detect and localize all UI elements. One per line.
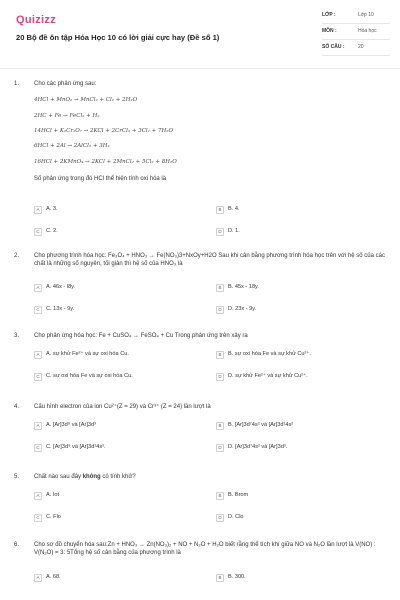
option-d[interactable] <box>216 226 376 238</box>
option-b[interactable] <box>216 490 376 502</box>
question-body <box>34 252 390 268</box>
option-b[interactable] <box>216 572 376 584</box>
option-letter: A <box>34 351 42 359</box>
question-6 <box>14 541 390 597</box>
question-number: 2. <box>14 253 20 259</box>
option-text: A. [Ar]3d⁹ và [Ar]3d³ <box>46 422 96 429</box>
equation: 4HCl + MnO₂ → MnCl₂ + Cl₂ + 2H₂O <box>34 97 138 104</box>
option-letter: B <box>216 206 224 214</box>
header-divider <box>0 68 400 69</box>
option-c[interactable] <box>34 371 194 383</box>
option-text: C. sự oxi hóa Fe và sự oxi hóa Cu. <box>46 373 133 380</box>
option-letter: C <box>34 444 42 452</box>
option-text: D. Clo <box>228 514 244 521</box>
page-header <box>0 0 400 70</box>
quizizz-logo: Quizizz <box>16 14 56 26</box>
option-a[interactable] <box>34 420 194 432</box>
option-d[interactable] <box>216 512 376 524</box>
question-text: Cho phương trình hóa học: Fe₃O₄ + HNO₃ → Fe(NO₃)3+NxOy+H2O Sau khi cân bằng phương trình hóa học trên với hệ số của các chất là những số nguyên, tối giản thì hệ số của HNO₃ là <box>34 253 385 268</box>
option-c[interactable] <box>34 442 194 454</box>
option-text: B. 4. <box>228 206 240 213</box>
question-text-emphasis: không <box>82 474 101 480</box>
option-text: C. 2. <box>46 228 58 235</box>
option-d[interactable] <box>216 371 376 383</box>
option-letter: C <box>34 514 42 522</box>
equation: 14HCl + K₂Cr₂O₇ → 2KCl + 2CrCl₃ + 3Cl₂ + 7H₂O <box>34 127 173 134</box>
option-d[interactable] <box>216 304 376 316</box>
option-letter: A <box>34 422 42 430</box>
meta-key: MÔN : <box>322 28 337 35</box>
option-d[interactable] <box>216 442 376 454</box>
meta-panel <box>322 8 390 56</box>
option-c[interactable] <box>34 512 194 524</box>
question-number: 5. <box>14 474 20 480</box>
meta-key: SỐ CÂU : <box>322 44 345 51</box>
option-text: B. sự oxi hóa Fe và sự khử Cu²⁺. <box>228 351 311 358</box>
option-text: D. 1. <box>228 228 240 235</box>
option-text: A. 68. <box>46 574 61 581</box>
option-letter: B <box>216 351 224 359</box>
question-number: 4. <box>14 404 20 410</box>
question-text: Cho phản ứng hóa học: Fe + CuSO₄ → FeSO₄ + Cu Trong phản ứng trên xảy ra <box>34 333 248 339</box>
option-a[interactable] <box>34 572 194 584</box>
meta-row-count <box>322 40 390 56</box>
option-c[interactable] <box>34 304 194 316</box>
option-b[interactable] <box>216 282 376 294</box>
option-letter: A <box>34 574 42 582</box>
equation: 16HCl + 2KMnO₄ → 2KCl + 2MnCl₂ + 5Cl₂ + 8H₂O <box>34 158 177 165</box>
option-letter: C <box>34 306 42 314</box>
question-1 <box>14 80 390 240</box>
meta-value: Lớp 10 <box>358 12 374 19</box>
question-text: Số phản ứng trong đó HCl thể hiện tính oxi hóa là <box>34 176 167 183</box>
question-number: 3. <box>14 333 20 339</box>
option-letter: B <box>216 574 224 582</box>
option-text: A. Iot <box>46 492 60 499</box>
option-b[interactable] <box>216 204 376 216</box>
option-text: D. [Ar]3d⁷4s² và [Ar]3d³. <box>228 444 288 451</box>
option-letter: D <box>216 373 224 381</box>
option-text: B. Brom <box>228 492 249 499</box>
option-a[interactable] <box>34 490 194 502</box>
option-letter: A <box>34 284 42 292</box>
option-text: D. 23x - 9y. <box>228 306 257 313</box>
question-text: Cấu hình electron của ion Cu²⁺(Z = 29) và Cr³⁺ (Z = 24) lần lượt là <box>34 404 211 410</box>
meta-value: 20 <box>358 44 364 51</box>
option-text: A. 3. <box>46 206 58 213</box>
option-c[interactable] <box>34 226 194 238</box>
page-title: 20 Bộ đề ôn tập Hóa Học 10 có lời giải cực hay (Đề số 1) <box>16 33 220 42</box>
option-a[interactable] <box>34 349 194 361</box>
option-text: B. 300. <box>228 574 246 581</box>
option-text: A. sự khử Fe²⁺ và sự oxi hóa Cu. <box>46 351 129 358</box>
option-b[interactable] <box>216 420 376 432</box>
option-text: B. [Ar]3d⁷4s² và [Ar]3d¹4s² <box>228 422 294 429</box>
question-body <box>34 403 390 411</box>
question-4 <box>14 403 390 461</box>
option-letter: A <box>34 206 42 214</box>
option-a[interactable] <box>34 204 194 216</box>
question-text: Cho sơ đồ chuyển hóa sau:Zn + HNO₃ → Zn(NO₃)₂ + NO + N₂O + H₂O biết rằng thể tích khí giữa NO và N₂O lần lượt là V(NO) : V(N₂O) = 3: 5Tổng hệ số cân bằng của phương trình là <box>34 542 376 557</box>
question-body <box>34 541 390 557</box>
question-5 <box>14 473 390 531</box>
equation: 6HCl + 2Al → 2AlCl₃ + 3H₂ <box>34 143 110 150</box>
option-letter: B <box>216 492 224 500</box>
question-text: Cho các phản ứng sau: <box>34 81 97 87</box>
option-text: B. 45x - 18y. <box>228 284 259 291</box>
option-letter: C <box>34 373 42 381</box>
option-b[interactable] <box>216 349 376 361</box>
question-2 <box>14 252 390 318</box>
question-3 <box>14 332 390 390</box>
option-text: C. Flo <box>46 514 61 521</box>
equation: 2HC + Fe → FeCl₂ + H₂ <box>34 112 100 119</box>
question-body <box>34 473 390 481</box>
meta-row-class <box>322 8 390 24</box>
option-text: D. sự khử Fe²⁺ và sự khử Cu²⁺. <box>228 373 308 380</box>
option-letter: A <box>34 492 42 500</box>
question-text <box>34 473 390 481</box>
option-letter: D <box>216 306 224 314</box>
option-letter: D <box>216 444 224 452</box>
option-letter: B <box>216 422 224 430</box>
question-number: 1. <box>14 81 20 87</box>
meta-value: Hóa học <box>358 28 377 35</box>
option-letter: D <box>216 228 224 236</box>
question-text-pre: Chất nào sau đây <box>34 474 83 480</box>
question-body <box>34 332 390 340</box>
option-letter: C <box>34 228 42 236</box>
option-text: C. 13x - 9y. <box>46 306 75 313</box>
option-letter: D <box>216 514 224 522</box>
option-a[interactable] <box>34 282 194 294</box>
meta-row-subject <box>322 24 390 40</box>
question-number: 6. <box>14 542 20 548</box>
option-text: A. 46x - l8y. <box>46 284 76 291</box>
option-letter: B <box>216 284 224 292</box>
meta-key: LỚP : <box>322 12 336 19</box>
question-text-post: có tính khử? <box>100 474 136 480</box>
option-text: C. [Ar]3d⁹ và [Ar]3d¹4s². <box>46 444 106 451</box>
question-body <box>34 80 390 183</box>
